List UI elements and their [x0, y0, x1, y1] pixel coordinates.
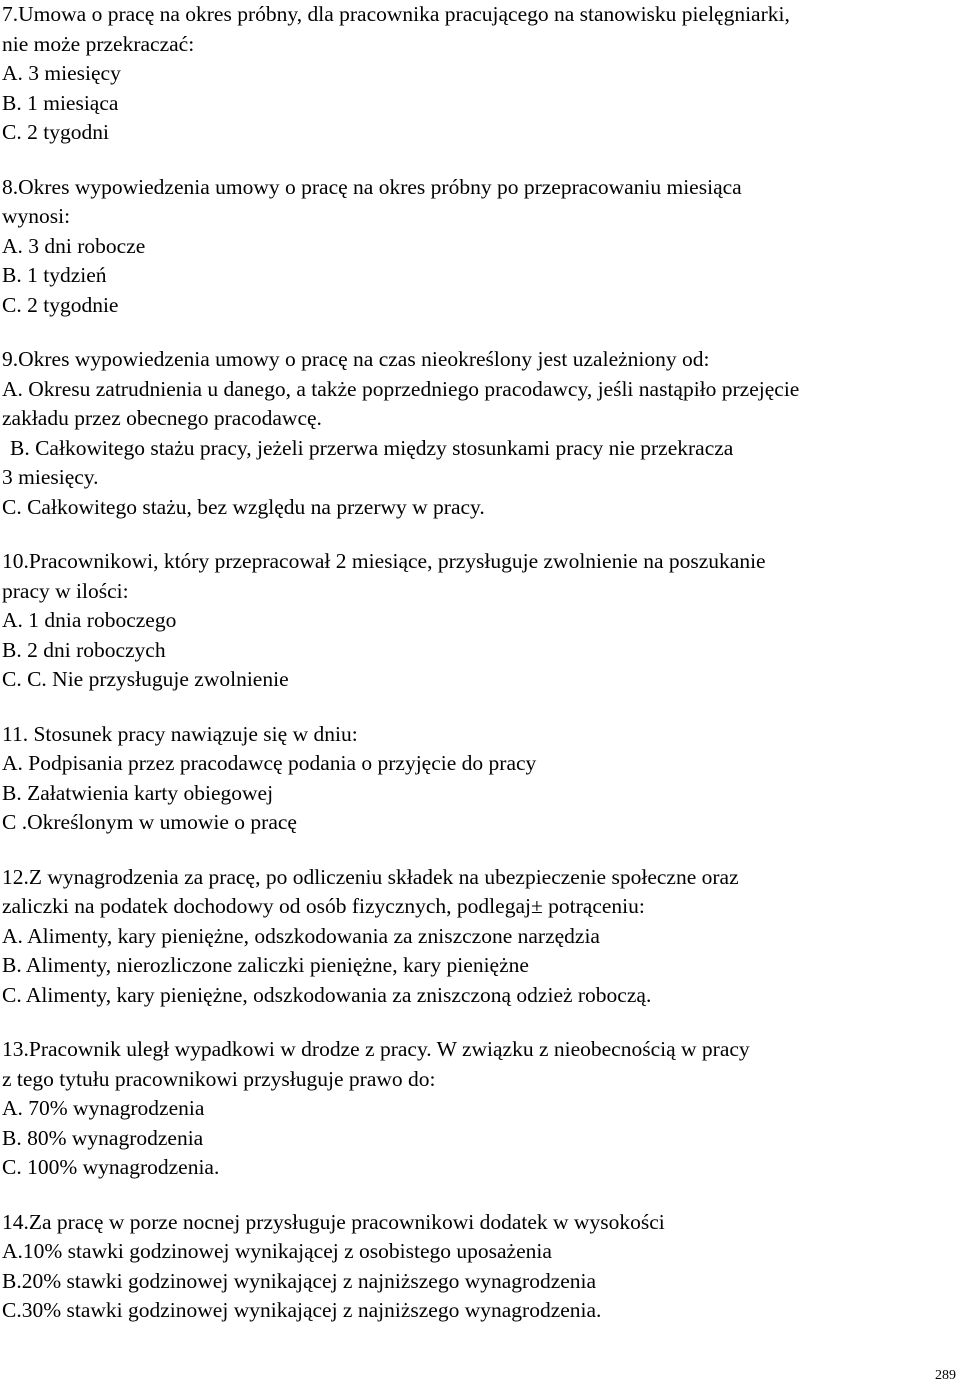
answer-option-b: B. 1 tydzień [2, 263, 107, 287]
question-text: wynosi: [2, 204, 71, 228]
answer-option-c: C. Całkowitego stażu, bez względu na przerwy w pracy. [2, 494, 485, 519]
answer-option-c: C. Alimenty, kary pieniężne, odszkodowania za zniszczoną odzież roboczą. [2, 982, 652, 1007]
answer-option-b-continued: 3 miesięcy. [2, 465, 99, 489]
question-text: 7.Umowa o pracę na okres próbny, dla pracownika pracującego na stanowisku pielęgniarki, [2, 2, 790, 26]
question-14 [2, 1208, 956, 1326]
answer-option-a: A. Okresu zatrudnienia u danego, a także poprzedniego pracodawcy, jeśli nastąpiło przejęcie [2, 376, 800, 401]
answer-option-a: A.10% stawki godzinowej wynikającej z osobistego uposażenia [2, 1239, 552, 1263]
question-text: zaliczki na podatek dochodowy od osób fizycznych, podlegaj± potrąceniu: [2, 894, 645, 918]
answer-option-a: A. 3 dni robocze [2, 233, 146, 258]
answer-option-a-continued: zakładu przez obecnego pracodawcę. [2, 406, 322, 430]
spacer [2, 838, 956, 863]
question-text: 10.Pracownikowi, który przepracował 2 miesiące, przysługuje zwolnienie na poszukanie [2, 549, 766, 573]
answer-option-b: B. 2 dni roboczych [2, 637, 166, 662]
answer-option-c: C. C. Nie przysługuje zwolnienie [2, 667, 289, 691]
question-text: 8.Okres wypowiedzenia umowy o pracę na okres próbny po przepracowaniu miesiąca [2, 174, 742, 199]
spacer [2, 148, 956, 173]
answer-option-a: A. Alimenty, kary pieniężne, odszkodowania za zniszczone narzędzia [2, 923, 600, 948]
answer-option-a: A. Podpisania przez pracodawcę podania o przyjęcie do pracy [2, 751, 537, 775]
question-7 [2, 0, 956, 148]
spacer [2, 1010, 956, 1035]
spacer [2, 320, 956, 345]
answer-option-c: C. 2 tygodnie [2, 292, 119, 317]
answer-option-b: B. Całkowitego stażu pracy, jeżeli przerwa między stosunkami pracy nie przekracza [10, 435, 734, 460]
question-text: 13.Pracownik uległ wypadkowi w drodze z pracy. W związku z nieobecnością w pracy [2, 1037, 750, 1061]
question-8 [2, 173, 956, 321]
question-13 [2, 1035, 956, 1183]
answer-option-a: A. 70% wynagrodzenia [2, 1096, 205, 1120]
answer-option-c: C. 100% wynagrodzenia. [2, 1155, 220, 1179]
spacer [2, 695, 956, 720]
question-text: 12.Z wynagrodzenia za pracę, po odliczeniu składek na ubezpieczenie społeczne oraz [2, 864, 739, 889]
answer-option-b: B. Załatwienia karty obiegowej [2, 780, 274, 805]
answer-option-c: C.30% stawki godzinowej wynikającej z najniższego wynagrodzenia. [2, 1298, 602, 1322]
answer-option-c: C .Określonym w umowie o pracę [2, 810, 297, 834]
question-11 [2, 720, 956, 838]
question-text: 9.Okres wypowiedzenia umowy o pracę na czas nieokreślony jest uzależniony od: [2, 347, 710, 371]
question-9 [2, 345, 956, 522]
question-12 [2, 863, 956, 1011]
question-text: pracy w ilości: [2, 578, 129, 603]
question-text: 11. Stosunek pracy nawiązuje się w dniu: [2, 721, 358, 746]
page-number: 289 [935, 1368, 956, 1383]
question-text: z tego tytułu pracownikowi przysługuje prawo do: [2, 1066, 436, 1091]
answer-option-a: A. 3 miesięcy [2, 61, 121, 85]
answer-option-a: A. 1 dnia roboczego [2, 608, 177, 632]
answer-option-b: B.20% stawki godzinowej wynikającej z najniższego wynagrodzenia [2, 1268, 597, 1293]
question-10 [2, 547, 956, 695]
spacer [2, 1183, 956, 1208]
answer-option-c: C. 2 tygodni [2, 120, 109, 144]
answer-option-b: B. Alimenty, nierozliczone zaliczki pieniężne, kary pieniężne [2, 953, 529, 977]
spacer [2, 522, 956, 547]
question-text: nie może przekraczać: [2, 31, 195, 56]
question-text: 14.Za pracę w porze nocnej przysługuje pracownikowi dodatek w wysokości [2, 1209, 665, 1234]
answer-option-b: B. 1 miesiąca [2, 90, 119, 115]
answer-option-b: B. 80% wynagrodzenia [2, 1125, 204, 1150]
